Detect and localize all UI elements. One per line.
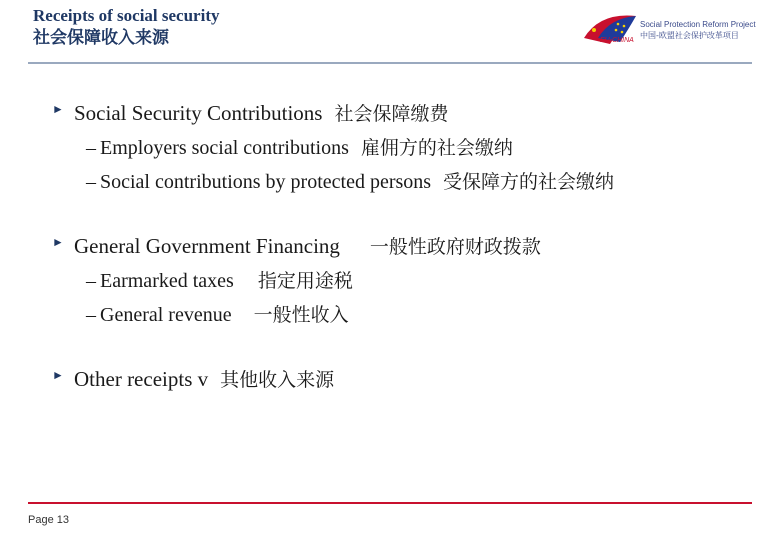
bullet-heading-english: Social Security Contributions [74, 101, 323, 125]
bullet-arrow-icon: ► [52, 235, 64, 249]
title-chinese: 社会保障收入来源 [33, 28, 169, 48]
sub-item-chinese: 指定用途税 [257, 270, 353, 292]
title-english: Receipts of social security [33, 6, 220, 25]
sub-dash: – [86, 137, 96, 159]
sub-item-chinese: 受保障方的社会缴纳 [443, 171, 615, 193]
bullet-heading [74, 229, 752, 264]
logo-subtitle: EU-CHINA [600, 37, 634, 44]
bullet-arrow-icon: ► [52, 102, 64, 116]
sub-item-english: Employers social contributions [100, 137, 349, 159]
slide-title [33, 5, 219, 49]
bullet-arrow-icon: ► [52, 368, 64, 382]
logo-name-english: Social Protection Reform Project [640, 20, 756, 29]
bullet-heading [74, 362, 752, 397]
bullet-heading-chinese: 一般性政府财政拨款 [369, 236, 541, 258]
bullet-heading-english: General Government Financing [74, 234, 340, 258]
bullet-heading-chinese: 其他收入来源 [220, 369, 335, 391]
sub-item [74, 298, 752, 332]
bullet-list [52, 96, 752, 427]
sub-item-chinese: 雇佣方的社会缴纳 [360, 137, 513, 159]
bullet-item [52, 229, 752, 332]
sub-item [74, 131, 752, 165]
sub-item-english: Social contributions by protected persons [100, 171, 432, 193]
sub-item [74, 264, 752, 298]
sub-item-english: Earmarked taxes [100, 270, 234, 292]
sub-dash: – [86, 304, 96, 326]
page-number: Page 13 [28, 514, 69, 526]
sub-dash: – [86, 171, 96, 193]
sub-item [74, 165, 752, 199]
logo-name-chinese: 中国-欧盟社会保护改革项目 [640, 31, 739, 40]
sub-item-english: General revenue [100, 304, 232, 326]
bullet-heading-english: Other receipts v [74, 367, 209, 391]
bullet-heading [74, 96, 752, 131]
footer-divider [28, 502, 752, 504]
bullet-item [52, 96, 752, 199]
sub-dash: – [86, 270, 96, 292]
bullet-item [52, 362, 752, 397]
bullet-heading-chinese: 社会保障缴费 [334, 103, 449, 125]
sub-item-chinese: 一般性收入 [253, 304, 349, 326]
header-divider [28, 62, 752, 64]
